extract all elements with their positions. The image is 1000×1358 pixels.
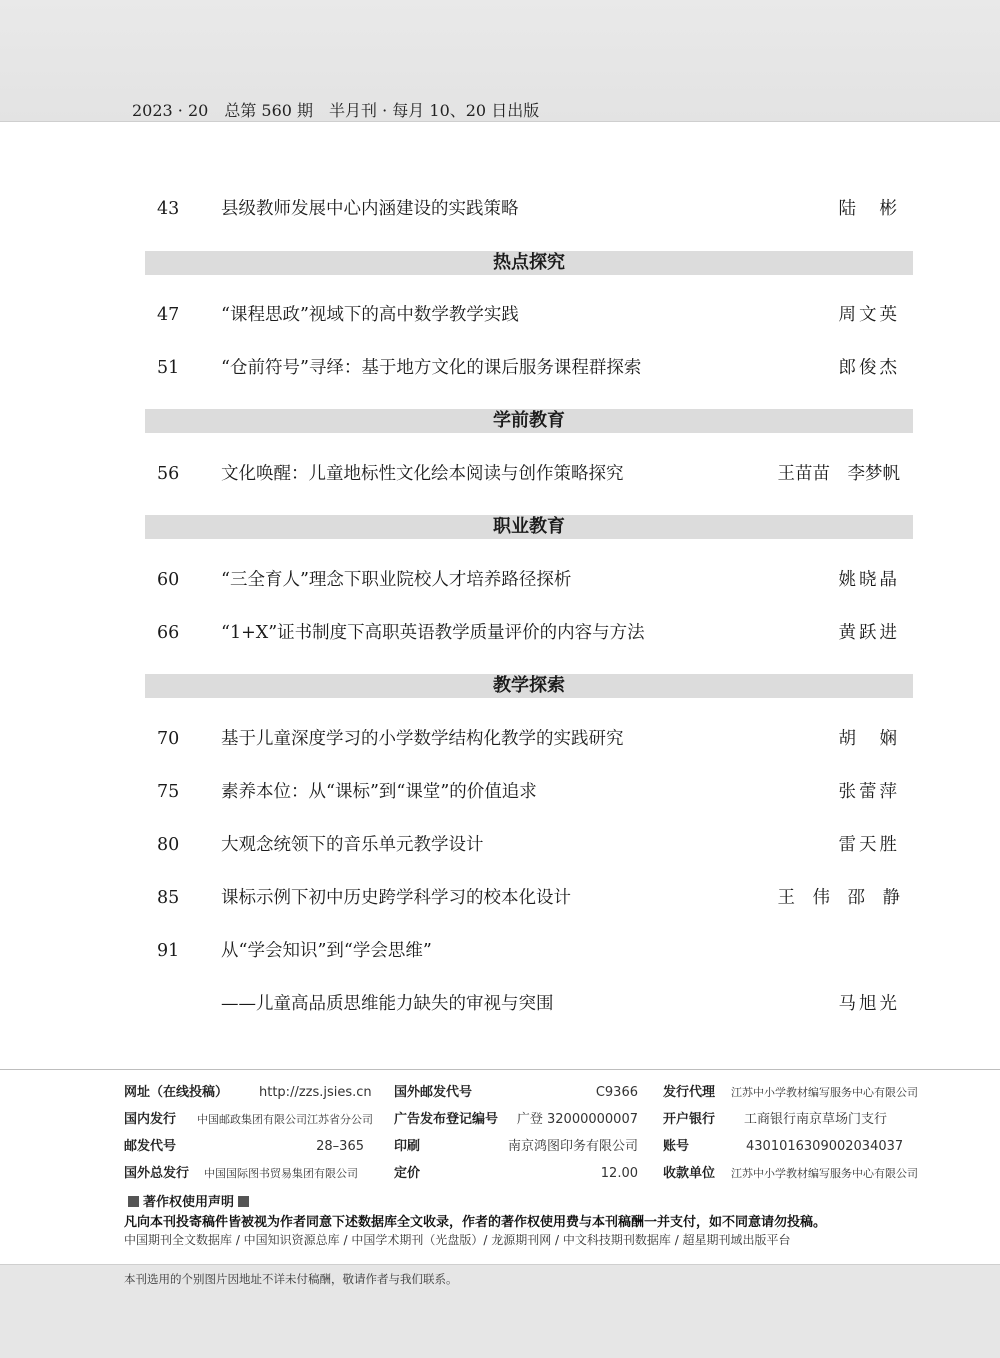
price-value: 12.00 — [600, 1166, 638, 1181]
copyright-text: 凡向本刊投寄稿件皆被视为作者同意下述数据库全文收录，作者的著作权使用费与本刊稿酬一并支付，如不同意请勿投稿。 — [124, 1215, 827, 1230]
postcode-value: 28–365 — [316, 1139, 364, 1154]
article-title: “课程思政”视域下的高中数学教学实践 — [221, 305, 519, 325]
toc-entry-85[interactable] — [0, 883, 1000, 913]
toc-entry-80[interactable] — [0, 830, 1000, 860]
toc-entry-91-subtitle — [0, 989, 1000, 1019]
info-row-1 — [0, 1083, 1000, 1103]
foreign-code-label: 国外邮发代号 — [394, 1085, 473, 1100]
payee-label: 收款单位 — [663, 1166, 716, 1181]
page-number: 91 — [157, 941, 180, 961]
square-bullet-icon — [238, 1196, 249, 1207]
article-author: 胡 娴 — [838, 729, 900, 749]
page-number: 43 — [157, 199, 180, 219]
footer-band — [0, 1264, 1000, 1358]
square-bullet-icon — [128, 1196, 139, 1207]
article-author: 雷天胜 — [838, 835, 900, 855]
database-list: 中国期刊全文数据库 / 中国知识资源总库 / 中国学术期刊（光盘版）/ 龙源期刊网 / 中文科技期刊数据库 / 超星期刊域出版平台 — [124, 1233, 791, 1247]
article-title: 从“学会知识”到“学会思维” — [221, 941, 432, 961]
domestic-value: 中国邮政集团有限公司江苏省分公司 — [197, 1113, 373, 1126]
page-number: 80 — [157, 835, 180, 855]
article-title: 文化唤醒：儿童地标性文化绘本阅读与创作策略探究 — [221, 464, 624, 484]
article-author: 周文英 — [838, 305, 900, 325]
bank-label: 开户银行 — [663, 1112, 716, 1127]
copyright-title-text: 著作权使用声明 — [143, 1195, 235, 1210]
toc-entry-91[interactable] — [0, 936, 1000, 966]
page-number: 56 — [157, 464, 180, 484]
article-title: “仓前符号”寻绎：基于地方文化的课后服务课程群探索 — [221, 358, 642, 378]
price-label: 定价 — [394, 1166, 421, 1181]
toc-entry-66[interactable] — [0, 618, 1000, 648]
domestic-label: 国内发行 — [124, 1112, 177, 1127]
article-author: 陆 彬 — [838, 199, 900, 219]
article-author: 王苗苗 李梦帆 — [777, 464, 900, 484]
article-title: 大观念统领下的音乐单元教学设计 — [221, 835, 484, 855]
agent-value: 江苏中小学教材编写服务中心有限公司 — [731, 1086, 918, 1099]
overseas-value: 中国国际图书贸易集团有限公司 — [204, 1167, 358, 1180]
article-author: 王 伟 邵 静 — [777, 888, 900, 908]
print-label: 印刷 — [394, 1139, 421, 1154]
account-value: 4301016309002034037 — [746, 1139, 904, 1154]
ad-label: 广告发布登记编号 — [394, 1112, 499, 1127]
website-label: 网址（在线投稿） — [124, 1085, 229, 1100]
print-value: 南京鸿图印务有限公司 — [507, 1139, 638, 1154]
article-title: 基于儿童深度学习的小学数学结构化教学的实践研究 — [221, 729, 624, 749]
page-number: 85 — [157, 888, 180, 908]
article-title: 课标示例下初中历史跨学科学习的校本化设计 — [221, 888, 571, 908]
agent-label: 发行代理 — [663, 1085, 716, 1100]
info-row-4 — [0, 1164, 1000, 1184]
page-number: 47 — [157, 305, 180, 325]
page-number: 51 — [157, 358, 180, 378]
payee-value: 江苏中小学教材编写服务中心有限公司 — [731, 1167, 918, 1180]
toc-entry-43[interactable] — [0, 194, 1000, 224]
publication-info — [0, 1069, 1000, 1265]
article-author: 郎俊杰 — [838, 358, 900, 378]
footer-note: 本刊选用的个别图片因地址不详未付稿酬，敬请作者与我们联系。 — [124, 1272, 458, 1286]
toc-entry-70[interactable] — [0, 724, 1000, 754]
toc-entry-56[interactable] — [0, 459, 1000, 489]
ad-value: 广登 32000000007 — [516, 1112, 638, 1127]
article-title: “三全育人”理念下职业院校人才培养路径探析 — [221, 570, 572, 590]
toc-entry-51[interactable] — [0, 353, 1000, 383]
page-number: 66 — [157, 623, 180, 643]
article-subtitle: ——儿童高品质思维能力缺失的审视与突围 — [221, 994, 554, 1014]
toc-entry-60[interactable] — [0, 565, 1000, 595]
page-number: 75 — [157, 782, 180, 802]
section-header-hot: 热点探究 — [145, 251, 913, 275]
toc-entry-47[interactable] — [0, 300, 1000, 330]
article-author: 黄跃进 — [838, 623, 900, 643]
article-title: 素养本位：从“课标”到“课堂”的价值追求 — [221, 782, 537, 802]
article-title: 县级教师发展中心内涵建设的实践策略 — [221, 199, 519, 219]
account-label: 账号 — [663, 1139, 690, 1154]
bank-value: 工商银行南京草场门支行 — [744, 1112, 888, 1127]
website-link[interactable]: http://zzs.jsies.cn — [259, 1085, 372, 1100]
overseas-label: 国外总发行 — [124, 1166, 190, 1181]
foreign-code-value: C9366 — [595, 1085, 638, 1100]
article-author: 张蕾萍 — [838, 782, 900, 802]
section-header-preschool: 学前教育 — [145, 409, 913, 433]
article-title: “1+X”证书制度下高职英语教学质量评价的内容与方法 — [221, 623, 645, 643]
page-number: 60 — [157, 570, 180, 590]
issue-line: 2023 · 20 总第 560 期 半月刊 · 每月 10、20 日出版 — [132, 101, 540, 120]
info-row-2 — [0, 1110, 1000, 1130]
page-number: 70 — [157, 729, 180, 749]
article-author: 姚晓晶 — [838, 570, 900, 590]
article-author: 马旭光 — [838, 994, 900, 1014]
copyright-title — [124, 1191, 253, 1210]
header-band — [0, 0, 1000, 122]
postcode-label: 邮发代号 — [124, 1139, 177, 1154]
toc-entry-75[interactable] — [0, 777, 1000, 807]
info-row-3 — [0, 1137, 1000, 1157]
section-header-teaching: 教学探索 — [145, 674, 913, 698]
section-header-vocational: 职业教育 — [145, 515, 913, 539]
